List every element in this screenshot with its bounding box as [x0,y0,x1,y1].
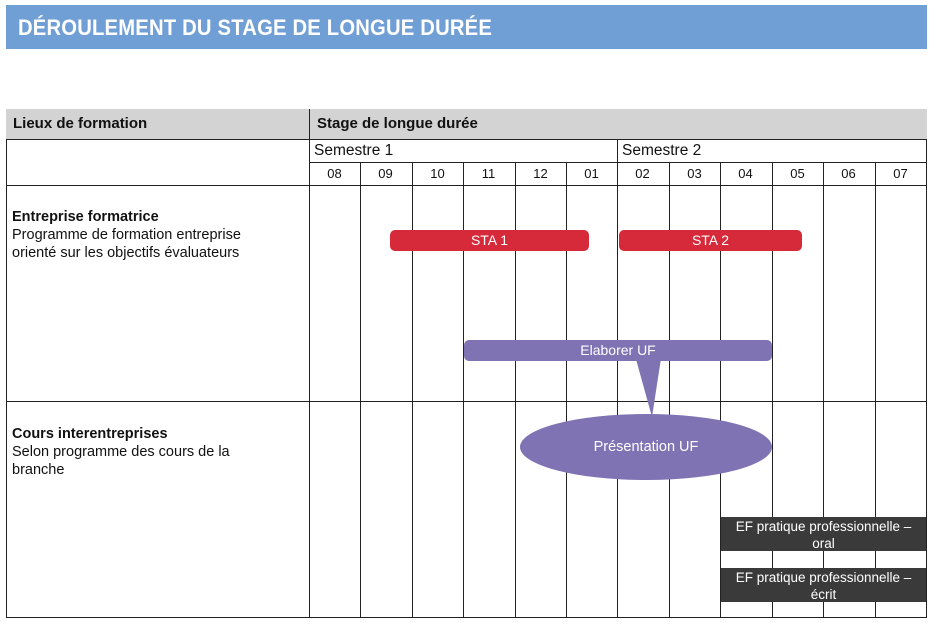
semester-1-label: Semestre 1 [314,142,394,159]
month-label: 03 [687,166,702,181]
sta-1-bar: STA 1 [390,230,589,251]
month-label: 05 [790,166,805,181]
month-label: 02 [635,166,650,181]
month-label: 07 [893,166,908,181]
month-label: 04 [738,166,753,181]
ef-oral-line-2: oral [812,536,835,551]
row-entreprise-desc-2: orienté sur les objectifs évaluateurs [12,245,240,261]
row-entreprise-desc-1: Programme de formation entreprise [12,227,241,243]
presentation-uf-label: Présentation UF [593,439,699,455]
ef-oral-box [721,517,926,551]
month-label: 06 [841,166,856,181]
row-cours-desc-2: branche [12,462,65,478]
header-lieux: Lieux de formation [6,109,309,139]
row-cours-desc-1: Selon programme des cours de la [12,444,230,460]
elaborer-uf-bar: Elaborer UF [464,340,772,361]
month-label: 01 [584,166,599,181]
ef-oral-line-1: EF pratique professionnelle – [735,519,912,534]
month-label: 12 [533,166,548,181]
row-entreprise-title: Entreprise formatrice [12,209,159,225]
month-label: 08 [327,166,342,181]
semester-2-label: Semestre 2 [622,142,702,159]
month-label: 10 [430,166,445,181]
ef-ecrit-box [721,568,926,602]
row-cours-title: Cours interentreprises [12,426,168,442]
ef-ecrit-line-2: écrit [810,587,837,602]
callout-pointer [634,352,662,417]
ef-ecrit-line-1: EF pratique professionnelle – [735,570,912,585]
sta-2-bar: STA 2 [619,230,802,251]
header-stage: Stage de longue durée [310,109,927,139]
page-title: DÉROULEMENT DU STAGE DE LONGUE DURÉE [18,15,493,40]
month-label: 09 [378,166,393,181]
month-label: 11 [481,166,496,181]
